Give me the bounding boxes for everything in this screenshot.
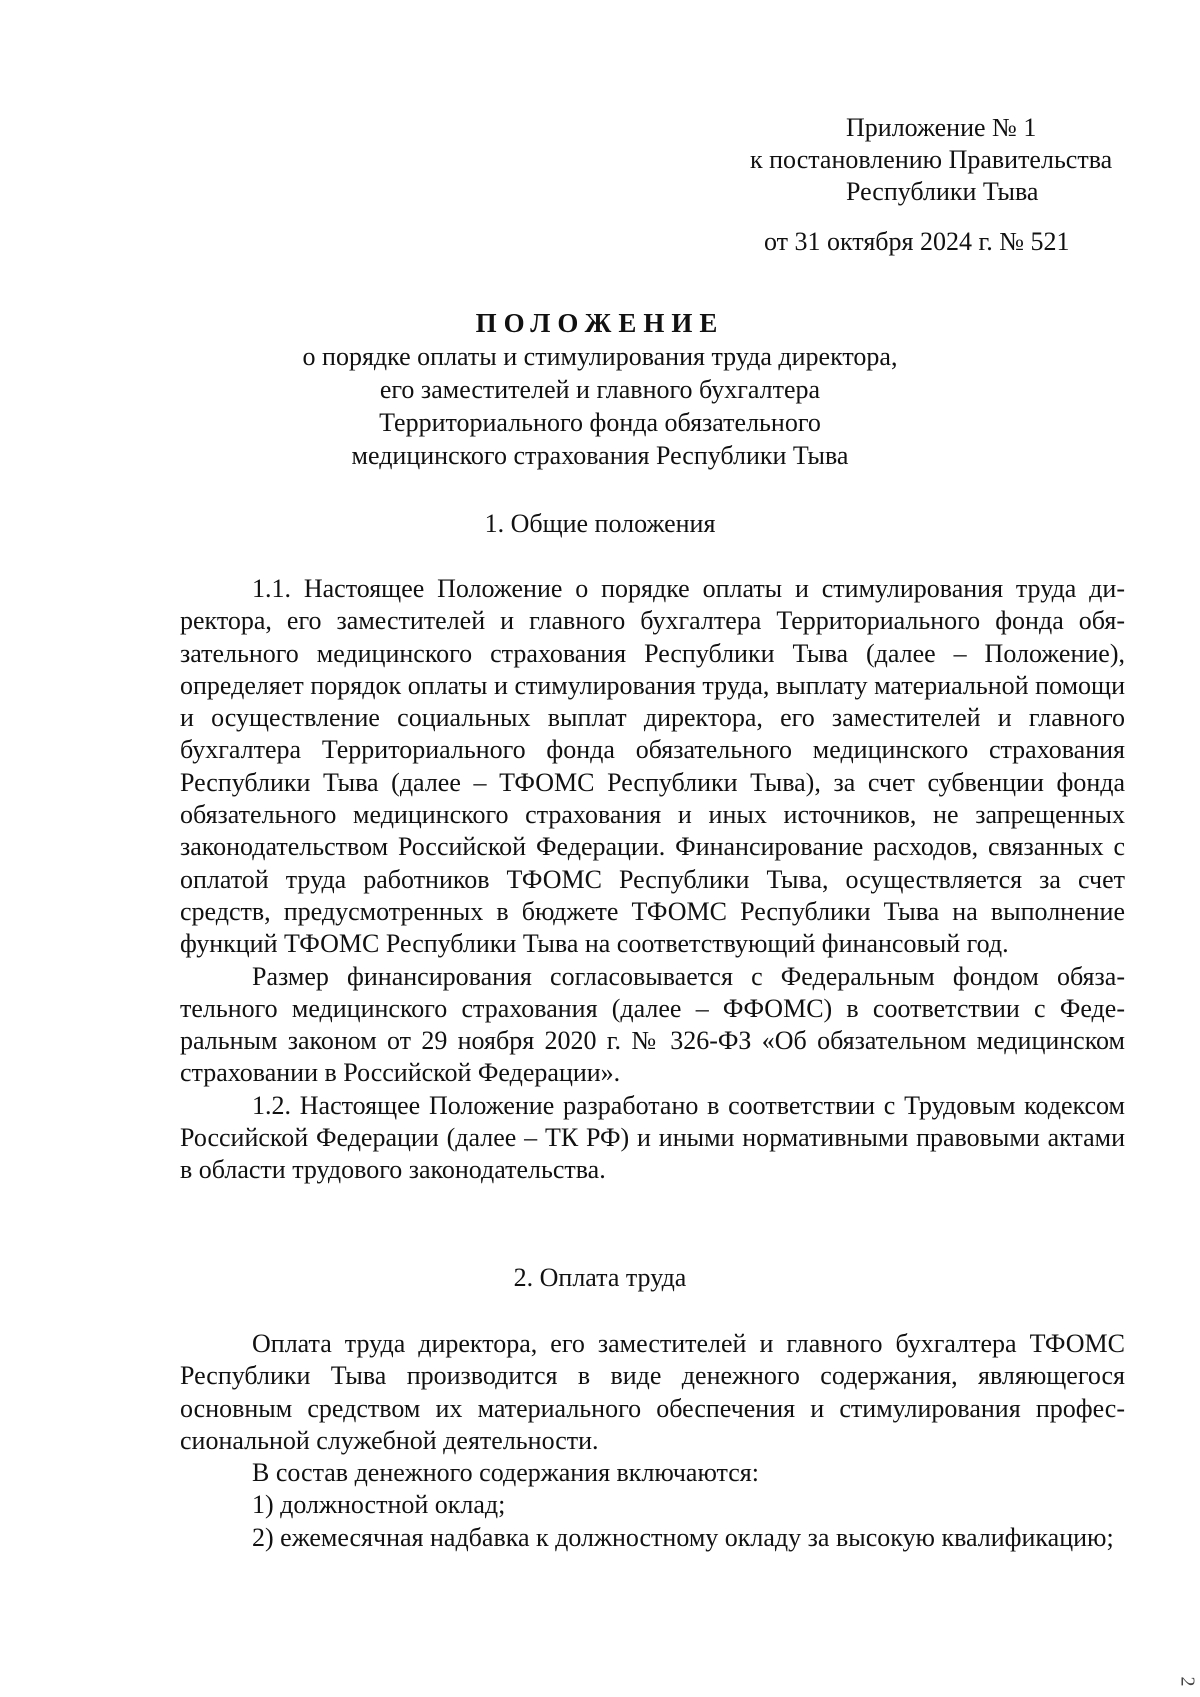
annex-date: от 31 октября 2024 г. № 521 xyxy=(764,227,1070,256)
document-subtitle xyxy=(200,340,1000,472)
paragraph: 1.2. Настоящее Положение разработано в соответствии с Трудовым кодексом Российской Федерации (далее – ТК РФ) и иными нормативными правовыми актами в области трудового законодательства. xyxy=(180,1090,1125,1185)
subtitle-line: о порядке оплаты и стимулирования труда директора, xyxy=(302,342,898,371)
paragraph: Оплата труда директора, его заместителей и главного бухгалтера ТФОМС Республики Тыва производится в виде денежного содержания, являющегося основным средством их материального обеспечения и стимулирования профессиональной служебной деятельности. xyxy=(180,1329,1125,1455)
annex-header xyxy=(750,112,1130,258)
list-item: 1) должностной оклад; xyxy=(252,1490,506,1520)
section-2-body xyxy=(180,1328,1125,1554)
paragraph: 1.1. Настоящее Положение о порядке оплаты и стимулирования труда директора, его заместителей и главного бухгалтера Территориального фонда обязательного медицинского страхования Республики Тыва (далее – Положение), определяет порядок оплаты и стимулирования труда, выплату материальной помощи и осуществление социальных выплат директора, его заместителей и главного бухгалтера Территориального фонда обязательного медицинского страхования Республики Тыва (далее – ТФОМС Республики Тыва), за счет субвенции фонда обязательного медицинского страхования и иных источников, не запрещенных законодательством Российской Федерации. Финансирование расходов, связанных с оплатой труда работников ТФОМС Республики Тыва, осуществляется за счет средств, предусмотренных в бюджете ТФОМС Республики Тыва на выполнение функций ТФОМС Республики Тыва на соответствующий финансовый год. xyxy=(180,574,1125,959)
paragraph: Размер финансирования согласовывается с Федеральным фондом обязательного медицинского страхования (далее – ФФОМС) в соответствии с Федеральным законом от 29 ноября 2020 г. № 326-ФЗ «Об обязательном медицинском страховании в Российской Федерации». xyxy=(180,961,1125,1088)
document-title: ПОЛОЖЕНИЕ xyxy=(475,308,725,338)
paragraph: В состав денежного содержания включаются: xyxy=(252,1458,759,1488)
subtitle-line: медицинского страхования Республики Тыва xyxy=(351,441,849,470)
section-1-heading: 1. Общие положения xyxy=(484,509,716,538)
annex-reference: к постановлению Правительства xyxy=(750,145,1113,174)
annex-number: Приложение № 1 xyxy=(846,113,1037,142)
page-number: 2 xyxy=(1176,1676,1199,1687)
annex-republic: Республики Тыва xyxy=(846,177,1039,206)
subtitle-line: его заместителей и главного бухгалтера xyxy=(379,375,821,404)
section-2-heading: 2. Оплата труда xyxy=(513,1263,687,1292)
list-item: 2) ежемесячная надбавка к должностному окладу за высокую квалификацию; xyxy=(252,1522,1114,1552)
subtitle-line: Территориального фонда обязательного xyxy=(379,408,821,437)
title-block xyxy=(200,306,1000,472)
section-1-body xyxy=(180,573,1125,1187)
